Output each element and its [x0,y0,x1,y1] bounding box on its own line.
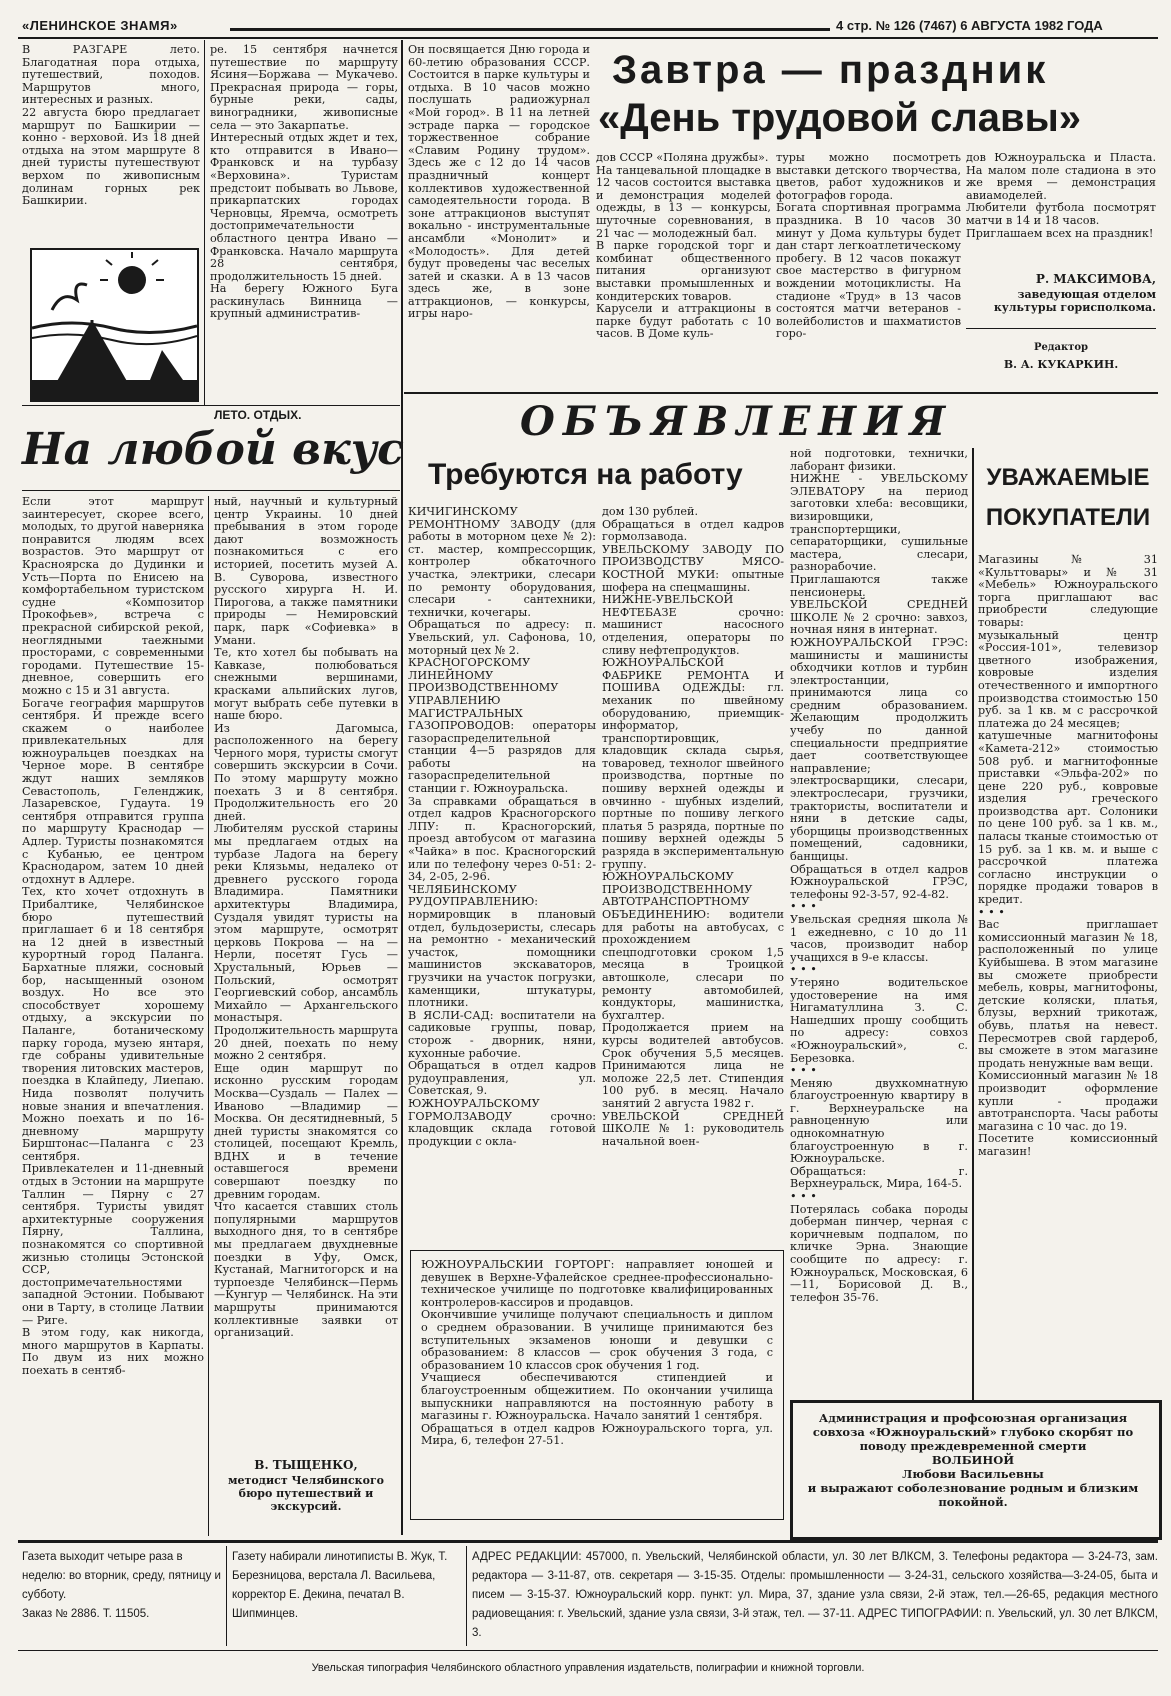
travel-signature-role: методист Челябинского бюро путешествий и экскурсий. [227,1474,385,1513]
ads-top-rule [404,392,1158,394]
editor-name: В. А. КУКАРКИН. [1003,358,1119,371]
footer-bottom-rule [18,1650,1158,1651]
jobs-col1: КИЧИГИНСКОМУ РЕМОНТНОМУ ЗАВОДУ (для работы в моторном цехе № 2): ст. мастер, компрессорщик, контролер обкаточного участка, электрики, слесари по ремонту оборудования, слесари - сантехники, технички, кочегары. Обращаться по адресу: п. Увельский, ул. Сафонова, 10, моторный цех № 2. КРАСНОГОРСКОМУ ЛИНЕЙНОМУ ПРОИЗВОДСТВЕННОМУ УПРАВЛЕНИЮ МАГИСТРАЛЬНЫХ ГАЗОПРОВОДОВ: операторы газораспределительной станции 4—5 разрядов для работы на газораспределительной станции г. Южноуральска. За справками обращаться в отдел кадров Красногорского ЛПУ: п. Красногорский, проезд автобусом от магазина «Чайка» в пос. Красногорский или по телефону через 0-51: 2-34, 2-05, 2-96. ЧЕЛЯБИНСКОМУ РУДОУПРАВЛЕНИЮ: нормировщик в плановый отдел, бульдозеристы, слесарь на ремонтно - механический участок, помощники машинистов экскаваторов, грузчики на участок погрузки, каменщики, штукатуры, плотники. В ЯСЛИ-САД: воспитатели на садиковые группы, повар, сторож - дворник, няни, кухонные рабочие. Обращаться в отдел кадров рудоуправления, ул. Советская, 9. ЮЖНОУРАЛЬСКОМУ ГОРМОЛЗАВОДУ срочно: кладовщик склада готовой продукции с окла- [408,506,596,1148]
footer-printer: Увельская типография Челябинского областного управления издательств, полиграфии и книжной торговли. [311,1662,865,1674]
holiday-col2: дов СССР «Поляна дружбы». На танцевальной площадке в 12 часов состоится выставка и демонстрация моделей одежды, в 13 — конкурсы, шуточные соревнования, в 21 час — молодежный бал. В парке городской торг и комбинат общественного питания организуют выставки промышленных и кондитерских товаров. Карусели и аттракционы в парке будут работать с 10 часов. В Доме куль- [596,152,771,341]
gorotorg-text: ЮЖНОУРАЛЬСКИЙ ГОРТОРГ: направляет юношей и девушек в Верхне-Уфалейское среднее-профессионально-техническое училище по подготовке квалифицированных контролеров-кассиров и продавцов. Окончившие училище получают специальность и диплом о среднем образовании. В училище принимаются без вступительных экзаменов юноши и девушки с образованием: 8 классов — срок обучения 3 года, с образованием 10 классов срок обучения 1 год. Учащиеся обеспечиваются стипендией и благоустроенным общежитием. По окончании училища выпускники направляются на постоянную работу в магазины г. Южноуральска. Начало занятий 1 сентября. Обращаться в отдел кадров Южноуральского торга, ул. Мира, 6, телефон 27-51. [421,1259,773,1448]
ads-banner: ОБЪЯВЛЕНИЯ [520,398,954,445]
holiday-headline-line1: Завтра — праздник [612,48,1049,92]
holiday-headline-line2: «День трудовой славы» [598,96,1082,140]
holiday-col4: дов Южноуральска и Пласта. На малом поле стадиона в это же время — демонстрация авиамоделей. Любители футбола посмотрят матчи в 14 и 18 часов. Приглашаем всех на праздник! [966,152,1156,240]
travel-body-divider [208,496,209,1536]
footer-publication-schedule: Газета выходит четыре раза в неделю: во вторник, среду, пятницу и субботу. Заказ № 2886. Т. 11505. [22,1551,221,1620]
holiday-signature-name: Р. МАКСИМОВА, [1035,272,1156,286]
travel-col2-top: ре. 15 сентября начнется путешествие по маршруту Ясиня—Боржава — Мукачево. Прекрасная природа — горы, бурные реки, сады, виноградники, живописные села — это Закарпатье. Интересный отдых ждет и тех, кто отправится в Ивано—Франковск и на турбазу «Верховина». Туристам предстоит побывать во Львове, прикарпатских городах Черновцы, Яремча, осмотреть достопримечательности областного центра Ивано — Франковска. Начало маршрута 28 сентября, продолжительность 15 дней. На берегу Южного Буга раскинулась Винница — крупный административ- [210,44,398,321]
footer-top-rule [18,1540,1158,1543]
gorotorg-notice [410,1250,784,1520]
travel-headline: На любой вкус [22,424,404,475]
buyers-text: Магазины № 31 «Культтовары» и № 31 «Мебель» Южноуральского торга приглашают вас приобрести следующие товары: музыкальный центр «Россия-101», телевизор цветного изображения, ковровые изделия отечественного и импортного производства стоимостью 150 руб. за 1 кв. м с рассрочкой платежа до 24 месяцев; катушечные магнитофоны «Камета-212» стоимостью 508 руб. и магнитофонные приставки «Эльфа-202» по цене 220 руб., ковровые изделия греческого производства арт. Солоники по цене 100 руб. за 1 кв. м., паласы тканые стоимостью от 15 руб. за 1 кв. м. и выше с рассрочкой платежа согласно инструкции о порядке продажи товаров в кредит. • • • Вас приглашает комиссионный магазин № 18, расположенный по улице Куйбышева. В этом магазине вы сможете приобрести мебель, ковры, магнитофоны, детские коляски, платья, блузы, верхний трикотаж, обувь, платья на невест. Пересмотрев свой гардероб, вы сможете в этом магазине продать ненужные вам вещи. Комиссионный магазин № 18 производит оформление купли - продажи автотранспорта. Часы работы магазина с 10 час. до 19. Посетите комиссионный магазин! [978,554,1158,1158]
editor-rule [966,328,1156,329]
jobs-title: Требуются на работу [428,458,743,491]
travel-headline-underline [22,490,400,491]
footer-staff: Газету набирали линотиписты В. Жук, Т. Березницова, верстала Л. Васильева, корректор Е. Декина, печатал В. Шипминцев. [232,1551,448,1620]
masthead-underline [18,37,1158,39]
masthead-issue-line: 4 стр. № 126 (7467) 6 АВГУСТА 1982 ГОДА [836,18,1103,33]
travel-body-col1: Если этот маршрут заинтересует, скорее всего, молодых, то другой наверняка понравится людям всех возрастов. Это маршрут от Красноярска до Дудинки и Усть—Порта по Енисею на комфортабельном туристском судне «Композитор Прокофьев», встреча с прекрасной сибирской рекой, неоглядными таежными просторами, с современными городами. Путешествие 15-дневное, совершить его можно с 15 и 31 августа. Богаче география маршрутов сентября. И прежде всего скажем о наиболее привлекательных для южноуральцев поездках на Черное море. В сентябре ждут наших земляков Севастополь, Геленджик, Лазаревское, Гудаута. 19 сентября отправится группа по маршруту Краснодар — Адлер. Туристы познакомятся с Кубанью, ее центром Краснодаром, затем 10 дней отдохнут в Адлере. Тех, кто хочет отдохнуть в Прибалтике, Челябинское бюро путешествий приглашает 6 и 18 сентября на 12 дней в известный курортный город Паланга. Бархатные пляжи, сосновый бор, насыщенный озоном воздух. Но все это способствует хорошему отдыху, а экскурсии по Паланге, ботаническому парку города, музею янтаря, где собраны удивительные творения литовских мастеров, поездка в Клайпеду, Лиепаю. Нида позволят получить новые знания и впечатления. Можно поехать и по 16-дневному маршруту Бирштонас—Паланга с 23 сентября. Привлекателен и 11-дневный отдых в Эстонии на маршруте Таллин — Пярну с 27 сентября. Туристы увидят архитектурные сооружения Пярну, Таллина, познакомятся со спортивной жизнью столицы Эстонской ССР, достопримечательностями западной Эстонии. Побывают они в Тарту, в столице Латвии — Риге. В этом году, как никогда, много маршрутов в Карпаты. По двум из них можно поехать в сентяб- [22,496,204,1377]
editor-label: Редактор [1033,342,1089,353]
footer-divider-2 [466,1546,467,1646]
column-divider-travel [204,40,205,405]
footer-address: АДРЕС РЕДАКЦИИ: 457000, п. Увельский, Челябинской области, ул. 30 лет ВЛКСМ, 3. Телефоны редактора — 3-24-73, зам. редактора — 3-11-87, отв. секретаря — 3-15-35. Отделы: промышленности — 3-24-31, сельского хозяйства—3-24-05, быта и писем — 3-15-37. Южноуральский корр. пункт: ул. Мира, 37, здание узла связи, 2-й этаж, тел.—26-65, редакция местного радиовещания: г. Увельский, здание узла связи, 3-й этаж, тел. — 37-11. АДРЕС ТИПОГРАФИИ: п. Увельский, ул. 30 лет ВЛКСМ, 3. [472,1551,1158,1639]
jobs-col2: дом 130 рублей. Обращаться в отдел кадров гормолзавода. УВЕЛЬСКОМУ ЗАВОДУ ПО ПРОИЗВОДСТВУ МЯСО-КОСТНОЙ МУКИ: опытные шофера на спецмашины. НИЖНЕ-УВЕЛЬСКОЙ НЕФТЕБАЗЕ срочно: машинист насосного отделения, операторы по сливу нефтепродуктов. ЮЖНОУРАЛЬСКОЙ ФАБРИКЕ РЕМОНТА И ПОШИВА ОДЕЖДЫ: гл. механик по швейному оборудованию, приемщик-информатор, транспортировщик, кладовщик склада сырья, товаровед, технолог швейного производства, портные по пошиву верхней одежды и овчинно - шубных изделий, портные по пошиву легкого платья 5 разряда, портные по пошиву верхней одежды 5 разряда в экспериментальную группу. ЮЖНОУРАЛЬСКОМУ ПРОИЗВОДСТВЕННОМУ АВТОТРАНСПОРТНОМУ ОБЪЕДИНЕНИЮ: водители для работы на автобусах, с прохождением спецподготовки сроком 1,5 месяца в Троицкой автошколе, слесари по ремонту автомобилей, кондукторы, машинистка, бухгалтер. Продолжается прием на курсы водителей автобусов. Срок обучения 5,5 месяцев. Принимаются лица не моложе 22,5 лет. Стипендия 100 руб. в месяц. Начало занятий 2 августа 1982 г. УВЕЛЬСКОЙ СРЕДНЕЙ ШКОЛЕ № 1: руководитель начальной воен- [602,506,784,1148]
holiday-col1: Он посвящается Дню города и 60-летию образования СССР. Состоится в парке культуры и отдыха. В 10 часов можно послушать радиожурнал «Мой город». В 11 на летней эстраде парка — городское торжественное собрание «Славим Родину трудом». Здесь же с 12 до 14 часов праздничный концерт коллективов художественной самодеятельности города. В зоне аттракционов выступят вокально - инструментальные ансамбли «Монолит» и «Молодость». Для детей будут проведены час веселых затей и сказки. А в 13 часов здесь же, в зоне аттракционов, — конкурсы, игры наро- [408,44,590,321]
beach-illustration [30,248,199,402]
holiday-signature-role: заведующая отделом культуры горисполкома. [993,288,1156,314]
obituary-notice [790,1400,1162,1540]
travel-intro: В РАЗГАРЕ лето. Благодатная пора отдыха, путешествий, походов. Маршрутов много, интересных и разных. 22 августа бюро предлагает маршрут по Башкирии — конно - верховой. Из 18 дней отдыха на этом маршруте 8 дней туристы путешествуют верхом по живописным долинам горных рек Башкирии. [22,44,200,208]
travel-body-col2: ный, научный и культурный центр Украины. 10 дней пребывания в этом городе дают возможность познакомиться с его историей, посетить музей А. В. Суворова, известного русского хирурга Н. И. Пирогова, а также памятники природы — Немировский парк, парк «Софиевка» в Умани. Те, кто хотел бы побывать на Кавказе, полюбоваться снежными вершинами, красками альпийских лугов, могут выбрать себе путевки в наше бюро. Из Дагомыса, расположенного на берегу Черного моря, туристы смогут совершить экскурсии в Сочи. По этому маршруту можно поехать 3 и 8 сентября. Продолжительность его 20 дней. Любителям русской старины мы предлагаем отдых на турбазе Ладога на берегу реки Клязьмы, недалеко от древнего русского города Владимира. Памятники архитектуры Владимира, Суздаля увидят туристы на этом маршруте, осмотрят церковь Покрова — на — Нерли, посетят Гусь —Хрустальный, Юрьев — Польский, осмотрят Георгиевский собор, ансамбль Михайло — Архангельского монастыря. Продолжительность маршрута 20 дней, поехать по нему можно 2 сентября. Еще один маршрут по исконно русским городам Москва—Суздаль — Палех —Иваново —Владимир — Москва. Он десятидневный, 5 дней туристы знакомятся со столицей, посещают Кремль, ВДНХ и в течение оставшегося времени совершают поездку по древним городам. Что касается ставших столь популярными маршрутов выходного дня, то в сентябре мы предлагаем двухдневные поездки в Уфу, Омск, Кустанай, Магнитогорск и на турпоезде Челябинск—Пермь—Кунгур — Челябинск. На эти маршруты принимаются коллективные заявки от организаций. [214,496,398,1340]
buyers-divider [972,448,974,1403]
holiday-col3: туры можно посмотреть выставки детского творчества, цветов, работ художников и фотографов города. Богата спортивная программа праздника. В 10 часов 30 минут у Дома культуры будет дан старт легкоатлетическому пробегу. В 12 часов покажут свое мастерство в фигурном вождении мотоциклисты. На стадионе «Труд» в 13 часов состоятся матчи ветеранов - волейболистов и шахматистов горо- [776,152,961,341]
buyers-title: УВАЖАЕМЫЕ ПОКУПАТЕЛИ [985,464,1151,531]
footer-divider-1 [226,1546,227,1646]
travel-rubric: ЛЕТО. ОТДЫХ. [214,408,302,422]
masthead-paper-name: «ЛЕНИНСКОЕ ЗНАМЯ» [22,18,178,33]
travel-headline-rule [22,405,400,406]
masthead-rule [230,28,830,31]
travel-signature-name: В. ТЫЩЕНКО, [254,1458,358,1472]
obituary-text: Администрация и профсоюзная организация совхоза «Южноуральский» глубоко скорбят по поводу преждевременной смерти ВОЛБИНОЙ Любови Васильевны и выражают соболезнование родным и близким покойной. [807,1411,1139,1509]
jobs-col3: ной подготовки, технички, лаборант физики. НИЖНЕ - УВЕЛЬСКОМУ ЭЛЕВАТОРУ на период заготовки хлеба: весовщики, визировщики, транспортерщики, сепараторщики, сушильные мастера, слесари, разнорабочие. Приглашаются также пенсионеры. УВЕЛЬСКОЙ СРЕДНЕЙ ШКОЛЕ № 2 срочно: завхоз, ночная няня в интернат. ЮЖНОУРАЛЬСКОЙ ГРЭС: машинисты и машинисты обходчики котлов и турбин электростанции, принимаются лица со средним образованием. Желающим продолжить учебу по данной специальности предприятие дает соответствующее направление; электросварщики, слесари, электрослесари, грузчики, трактористы, воспитатели и няни в детские сады, уборщицы производственных помещений, садовники, банщицы. Обращаться в отдел кадров Южноуральской ГРЭС, телефоны 92-3-57, 92-4-82. • • • Увельская средняя школа № 1 ежедневно, с 10 до 11 часов, производит набор учащихся в 9-е классы. • • • Утеряно водительское удостоверение на имя Нигаматуллина З. С. Нашедших прошу сообщить по адресу: совхоз «Южноуральский», с. Березовка. • • • Меняю двухкомнатную благоустроенную квартиру в г. Верхнеуральске на равноценную или однокомнатную благоустроенную в г. Южноуральске. Обращаться: г. Верхнеуральск, Мира, 164-5. • • • Потерялась собака породы доберман пинчер, черная с коричневым подпалом, по кличке Эрна. Знающие сообщите по адресу: г. Южноуральск, Московская, 6—11, Борисовой Д. В., телефон 35-76. [790,448,968,1304]
column-divider-main [401,40,403,1535]
